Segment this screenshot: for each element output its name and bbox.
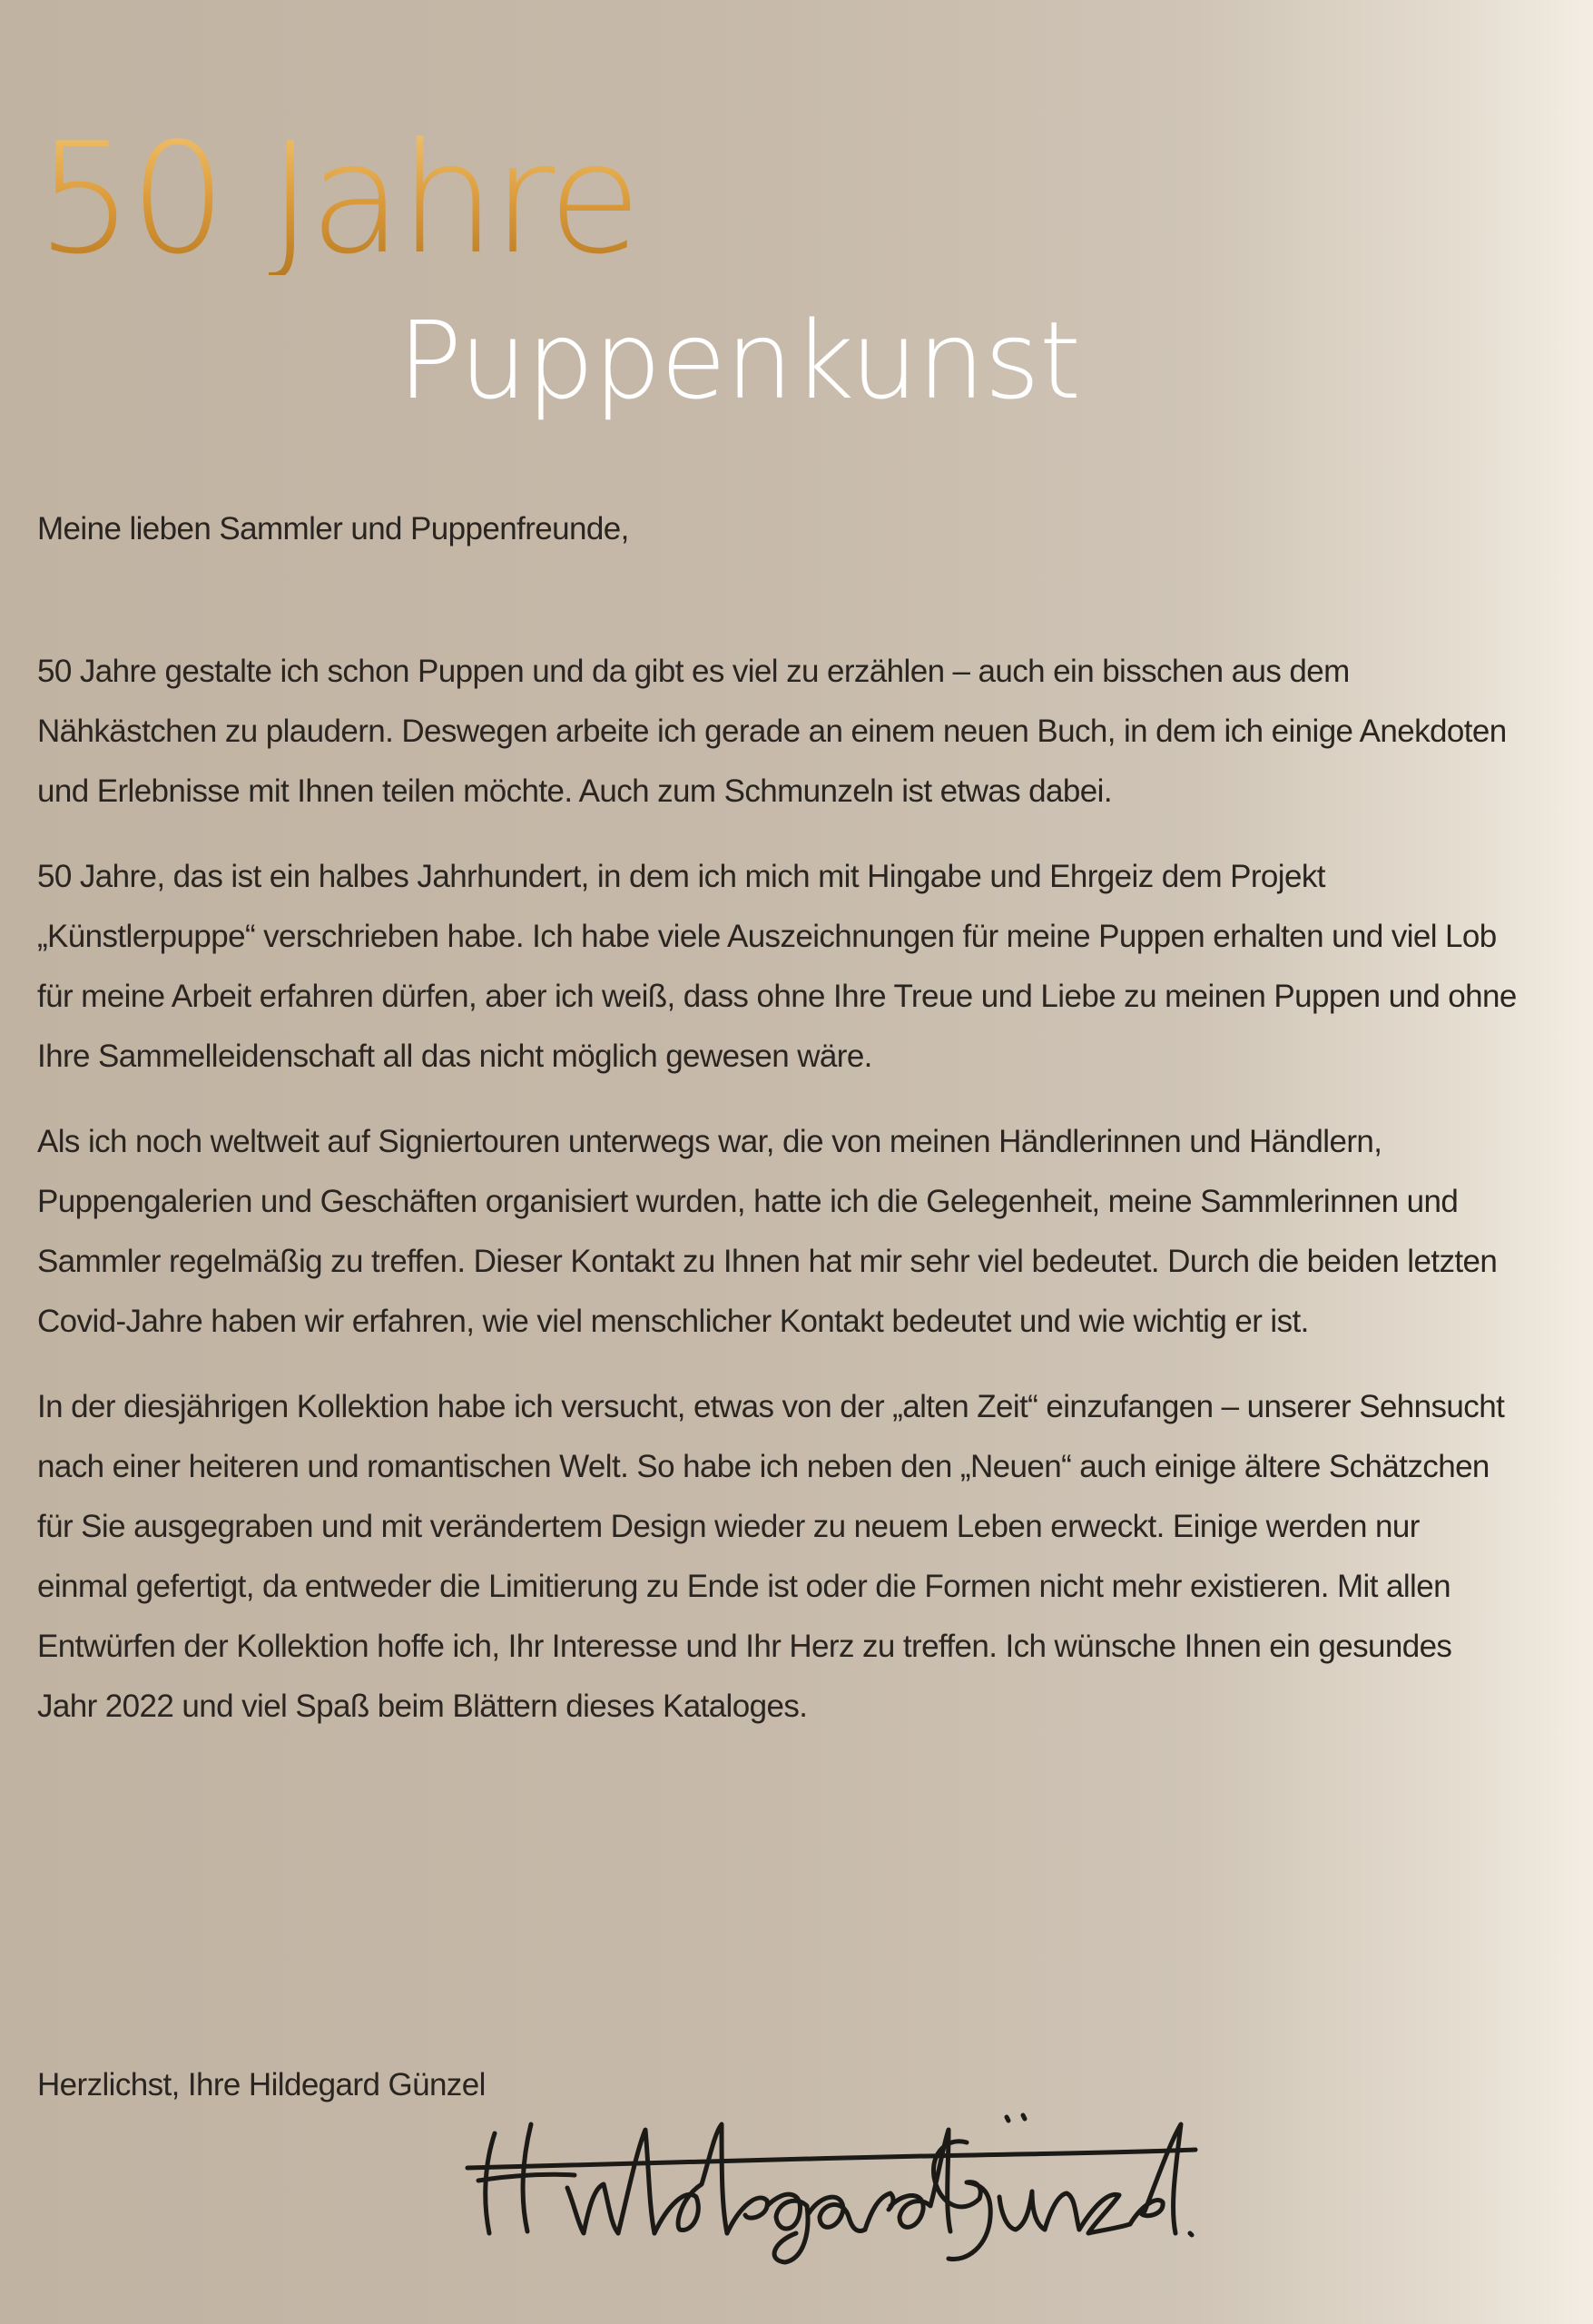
paragraph-1: 50 Jahre gestalte ich schon Puppen und da gibt es viel zu erzählen – auch ein bisschen aus dem Nähkästchen zu plaudern. Deswegen arbeite ich gerade an einem neuen Buch, in dem ich einige Anekdoten und Erlebnisse mit Ihnen teilen möchte. Auch zum Schmunzeln ist etwas dabei. xyxy=(37,654,1507,809)
paragraph-3: Als ich noch weltweit auf Signiertouren unterwegs war, die von meinen Händlerinnen und Händlern, Puppengalerien und Geschäften organisiert wurden, hatte ich die Gelegenheit, meine Sammlerinnen und Sammler regelmäßig zu treffen. Dieser Kontakt zu Ihnen hat mir sehr viel bedeutet. Durch die beiden letzten Covid-Jahre haben wir erfahren, wie viel menschlicher Kontakt bedeutet und wie wichtig er ist. xyxy=(37,1124,1498,1339)
closing-line: Herzlichst, Ihre Hildegard Günzel xyxy=(37,2067,486,2102)
letter-body xyxy=(37,499,1517,1737)
paragraph-4: In der diesjährigen Kollektion habe ich versucht, etwas von der „alten Zeit“ einzufangen – unserer Sehnsucht nach einer heiteren und romantischen Welt. So habe ich neben den „Neuen“ auch einige ältere Schätzchen für Sie ausgegraben und mit verändertem Design wieder zu neuem Leben erweckt. Einige werden nur einmal gefertigt, da entweder die Limitierung zu Ende ist oder die Formen nicht mehr existieren. Mit allen Entwürfen der Kollektion hoffe ich, Ihr Interesse und Ihr Herz zu treffen. Ich wünsche Ihnen ein gesundes Jahr 2022 und viel Spaß beim Blättern dieses Kataloges. xyxy=(37,1389,1505,1724)
page-title: 50 Jahre xyxy=(36,110,638,288)
paragraph-2: 50 Jahre, das ist ein halbes Jahrhundert, in dem ich mich mit Hingabe und Ehrgeiz dem Projekt „Künstlerpuppe“ verschrieben habe. Ich habe viele Auszeichnungen für meine Puppen erhalten und viel Lob für meine Arbeit erfahren dürfen, aber ich weiß, dass ohne Ihre Treue und Liebe zu meinen Puppen und ohne Ihre Sammelleidenschaft all das nicht möglich gewesen wäre. xyxy=(37,859,1517,1074)
handwritten-signature xyxy=(458,2097,1203,2270)
page-subtitle: Puppenkunst xyxy=(398,298,1081,423)
salutation: Meine lieben Sammler und Puppenfreunde, xyxy=(37,511,629,547)
